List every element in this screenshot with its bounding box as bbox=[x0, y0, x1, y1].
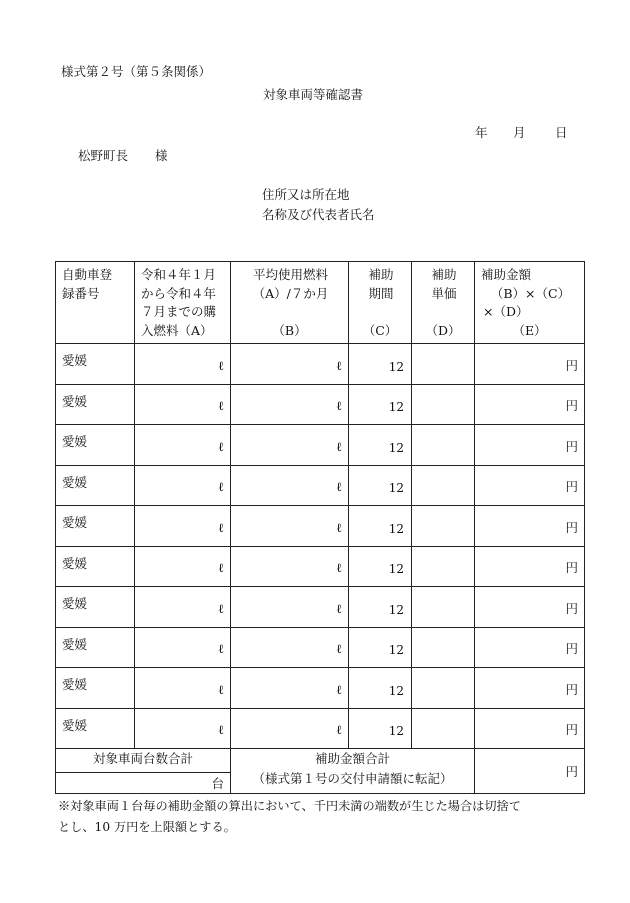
amount-total-label: 補助金額合計 bbox=[314, 751, 390, 766]
vehicle-count-label: 対象車両台数合計 bbox=[92, 751, 193, 766]
liter-unit: ℓ bbox=[336, 438, 342, 454]
subsidy-period-cell bbox=[349, 708, 412, 749]
subsidy-amount-cell[interactable] bbox=[475, 668, 585, 709]
header-text: （E） bbox=[512, 323, 547, 338]
yen-unit: 円 bbox=[565, 560, 578, 575]
yen-unit: 円 bbox=[565, 641, 578, 656]
subsidy-period-cell bbox=[349, 546, 412, 587]
average-fuel-cell[interactable] bbox=[231, 587, 349, 628]
average-fuel-cell[interactable] bbox=[231, 506, 349, 547]
registration-number-cell[interactable] bbox=[56, 546, 135, 587]
subsidy-amount-cell[interactable] bbox=[475, 425, 585, 466]
subsidy-unit-price-cell[interactable] bbox=[412, 384, 475, 425]
purchased-fuel-cell[interactable] bbox=[135, 668, 231, 709]
subsidy-period-value: 12 bbox=[388, 440, 404, 455]
header-text: ×（D） bbox=[483, 304, 529, 319]
header-text: ７月までの購 bbox=[141, 304, 217, 319]
liter-unit: ℓ bbox=[336, 641, 342, 656]
registration-prefix: 愛媛 bbox=[62, 353, 88, 368]
vehicle-table bbox=[55, 261, 585, 794]
date-day: 日 bbox=[555, 125, 568, 140]
amount-total-cell[interactable] bbox=[475, 749, 585, 794]
registration-prefix: 愛媛 bbox=[62, 515, 88, 530]
vehicle-count-unit: 台 bbox=[211, 776, 224, 791]
liter-unit: ℓ bbox=[336, 681, 342, 697]
liter-unit: ℓ bbox=[336, 398, 342, 413]
yen-unit: 円 bbox=[565, 438, 578, 454]
subsidy-amount-cell[interactable] bbox=[475, 627, 585, 668]
liter-unit: ℓ bbox=[218, 600, 224, 616]
registration-number-cell[interactable] bbox=[56, 425, 135, 466]
subsidy-period-value: 12 bbox=[388, 602, 404, 617]
subsidy-period-cell bbox=[349, 506, 412, 547]
liter-unit: ℓ bbox=[218, 479, 224, 494]
average-fuel-cell[interactable] bbox=[231, 627, 349, 668]
registration-prefix: 愛媛 bbox=[62, 555, 88, 571]
table-row bbox=[56, 627, 585, 668]
registration-prefix: 愛媛 bbox=[62, 596, 88, 611]
header-text: （D） bbox=[425, 323, 461, 338]
subsidy-period-value: 12 bbox=[388, 521, 404, 536]
purchased-fuel-cell[interactable] bbox=[135, 587, 231, 628]
totals-row-1 bbox=[56, 749, 585, 773]
subsidy-period-cell bbox=[349, 668, 412, 709]
average-fuel-cell[interactable] bbox=[231, 384, 349, 425]
subsidy-unit-price-cell[interactable] bbox=[412, 708, 475, 749]
subsidy-period-value: 12 bbox=[388, 643, 404, 657]
liter-unit: ℓ bbox=[218, 641, 224, 656]
registration-prefix: 愛媛 bbox=[62, 393, 88, 409]
purchased-fuel-cell[interactable] bbox=[135, 425, 231, 466]
subsidy-unit-price-cell[interactable] bbox=[412, 344, 475, 385]
subsidy-unit-price-cell[interactable] bbox=[412, 425, 475, 466]
header-text: （B）×（C） bbox=[490, 285, 571, 301]
header-text: 自動車登 bbox=[62, 267, 113, 282]
registration-number-cell[interactable] bbox=[56, 708, 135, 749]
yen-unit: 円 bbox=[565, 600, 578, 616]
subsidy-amount-cell[interactable] bbox=[475, 384, 585, 425]
purchased-fuel-cell[interactable] bbox=[135, 627, 231, 668]
registration-prefix: 愛媛 bbox=[62, 434, 88, 449]
liter-unit: ℓ bbox=[218, 398, 224, 413]
purchased-fuel-cell[interactable] bbox=[135, 546, 231, 587]
liter-unit: ℓ bbox=[336, 357, 342, 373]
liter-unit: ℓ bbox=[336, 560, 342, 575]
table-row bbox=[56, 546, 585, 587]
registration-prefix: 愛媛 bbox=[62, 474, 88, 490]
subsidy-amount-cell[interactable] bbox=[475, 506, 585, 547]
liter-unit: ℓ bbox=[218, 681, 224, 697]
liter-unit: ℓ bbox=[336, 722, 342, 737]
yen-unit: 円 bbox=[565, 398, 578, 413]
subsidy-period-value: 12 bbox=[388, 481, 404, 495]
subsidy-period-cell bbox=[349, 425, 412, 466]
subsidy-period-value: 12 bbox=[388, 400, 404, 414]
vehicle-count-cell[interactable] bbox=[56, 773, 231, 794]
footnote-line-1: ※対象車両１台毎の補助金額の算出において、千円未満の端数が生じた場合は切捨て bbox=[58, 799, 521, 813]
header-text: 補助 bbox=[368, 267, 394, 282]
table-row bbox=[56, 668, 585, 709]
liter-unit: ℓ bbox=[218, 438, 224, 454]
table-row bbox=[56, 384, 585, 425]
header-subsidy-amount bbox=[475, 262, 585, 344]
yen-unit: 円 bbox=[565, 722, 578, 737]
registration-prefix: 愛媛 bbox=[62, 636, 88, 652]
subsidy-unit-price-cell[interactable] bbox=[412, 546, 475, 587]
table-row bbox=[56, 587, 585, 628]
subsidy-period-value: 12 bbox=[388, 724, 404, 738]
document-title: 対象車両等確認書 bbox=[263, 87, 364, 102]
liter-unit: ℓ bbox=[218, 722, 224, 737]
amount-total-unit: 円 bbox=[565, 764, 578, 779]
liter-unit: ℓ bbox=[336, 519, 342, 535]
average-fuel-cell[interactable] bbox=[231, 425, 349, 466]
header-subsidy-period bbox=[349, 262, 412, 344]
purchased-fuel-cell[interactable] bbox=[135, 506, 231, 547]
average-fuel-cell[interactable] bbox=[231, 344, 349, 385]
subsidy-unit-price-cell[interactable] bbox=[412, 627, 475, 668]
subsidy-period-cell bbox=[349, 465, 412, 506]
header-text: （B） bbox=[272, 323, 307, 338]
subsidy-period-cell bbox=[349, 344, 412, 385]
subsidy-period-cell bbox=[349, 627, 412, 668]
subsidy-unit-price-cell[interactable] bbox=[412, 668, 475, 709]
liter-unit: ℓ bbox=[336, 600, 342, 616]
registration-number-cell[interactable] bbox=[56, 384, 135, 425]
subsidy-unit-price-cell[interactable] bbox=[412, 465, 475, 506]
header-text: （A）/７か月 bbox=[252, 285, 329, 301]
footnote-line-2: とし、10 万円を上限額とする。 bbox=[58, 820, 236, 834]
purchased-fuel-cell[interactable] bbox=[135, 465, 231, 506]
liter-unit: ℓ bbox=[218, 519, 224, 535]
addressee: 松野町長 bbox=[78, 148, 129, 163]
name-label: 名称及び代表者氏名 bbox=[262, 207, 375, 222]
header-text: 録番号 bbox=[62, 285, 100, 301]
table-row bbox=[56, 708, 585, 749]
form-number: 様式第２号（第５条関係） bbox=[61, 64, 212, 79]
average-fuel-cell[interactable] bbox=[231, 465, 349, 506]
average-fuel-cell[interactable] bbox=[231, 708, 349, 749]
vehicle-count-label-cell bbox=[56, 749, 231, 773]
purchased-fuel-cell[interactable] bbox=[135, 708, 231, 749]
table-row bbox=[56, 344, 585, 385]
header-text: 令和４年１月 bbox=[141, 267, 217, 282]
table-row bbox=[56, 506, 585, 547]
subsidy-amount-cell[interactable] bbox=[475, 708, 585, 749]
subsidy-amount-cell[interactable] bbox=[475, 546, 585, 587]
registration-number-cell[interactable] bbox=[56, 344, 135, 385]
header-text: から令和４年 bbox=[141, 285, 217, 301]
liter-unit: ℓ bbox=[218, 357, 224, 373]
liter-unit: ℓ bbox=[218, 560, 224, 575]
subsidy-amount-cell[interactable] bbox=[475, 587, 585, 628]
amount-total-label-cell bbox=[231, 749, 475, 794]
header-text: 平均使用燃料 bbox=[252, 267, 328, 282]
registration-number-cell[interactable] bbox=[56, 506, 135, 547]
amount-total-note: （様式第１号の交付申請額に転記） bbox=[252, 771, 453, 786]
subsidy-period-value: 12 bbox=[388, 359, 404, 374]
date-year: 年 bbox=[475, 125, 488, 140]
address-label: 住所又は所在地 bbox=[262, 187, 350, 202]
header-purchased-fuel bbox=[135, 262, 231, 344]
header-average-fuel bbox=[231, 262, 349, 344]
registration-number-cell[interactable] bbox=[56, 668, 135, 709]
table-row bbox=[56, 465, 585, 506]
yen-unit: 円 bbox=[565, 519, 578, 535]
registration-prefix: 愛媛 bbox=[62, 677, 88, 692]
yen-unit: 円 bbox=[565, 479, 578, 494]
subsidy-unit-price-cell[interactable] bbox=[412, 587, 475, 628]
subsidy-unit-price-cell[interactable] bbox=[412, 506, 475, 547]
header-registration-number bbox=[56, 262, 135, 344]
subsidy-period-value: 12 bbox=[388, 683, 404, 698]
registration-prefix: 愛媛 bbox=[62, 717, 88, 733]
table-row bbox=[56, 425, 585, 466]
registration-number-cell[interactable] bbox=[56, 587, 135, 628]
header-text: （C） bbox=[362, 323, 398, 338]
registration-number-cell[interactable] bbox=[56, 465, 135, 506]
purchased-fuel-cell[interactable] bbox=[135, 344, 231, 385]
subsidy-period-cell bbox=[349, 384, 412, 425]
liter-unit: ℓ bbox=[336, 479, 342, 494]
header-text: 補助金額 bbox=[481, 267, 532, 282]
yen-unit: 円 bbox=[565, 357, 578, 373]
subsidy-amount-cell[interactable] bbox=[475, 465, 585, 506]
subsidy-period-cell bbox=[349, 587, 412, 628]
subsidy-amount-cell[interactable] bbox=[475, 344, 585, 385]
registration-number-cell[interactable] bbox=[56, 627, 135, 668]
header-subsidy-unit-price bbox=[412, 262, 475, 344]
date-month: 月 bbox=[513, 125, 526, 140]
header-row bbox=[56, 262, 585, 344]
honorific: 様 bbox=[155, 148, 168, 163]
average-fuel-cell[interactable] bbox=[231, 546, 349, 587]
header-text: 期間 bbox=[368, 285, 394, 301]
header-text: 単価 bbox=[431, 285, 457, 301]
purchased-fuel-cell[interactable] bbox=[135, 384, 231, 425]
header-text: 補助 bbox=[431, 267, 457, 282]
subsidy-period-value: 12 bbox=[388, 562, 404, 576]
header-text: 入燃料（A） bbox=[141, 322, 213, 338]
yen-unit: 円 bbox=[565, 681, 578, 697]
average-fuel-cell[interactable] bbox=[231, 668, 349, 709]
